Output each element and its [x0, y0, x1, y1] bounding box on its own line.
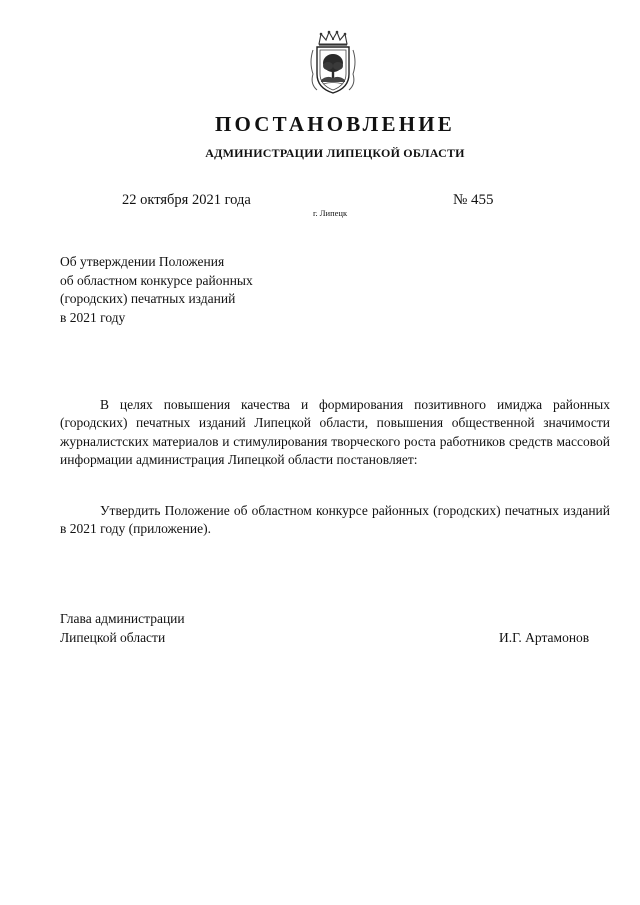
- signature-title-line: Глава администрации: [60, 611, 185, 626]
- signature-title: [60, 609, 185, 647]
- document-subtitle: АДМИНИСТРАЦИИ ЛИПЕЦКОЙ ОБЛАСТИ: [205, 146, 465, 160]
- signature-name: И.Г. Артамонов: [499, 630, 590, 645]
- body-paragraph-preamble: В целях повышения качества и формирования позитивного имиджа районных (городских) печатных изданий Липецкой области, повышения общественной значимости журналистских материалов и стимулирования творческого роста работников средств массовой информации администрация Липецкой области постановляет:: [60, 397, 610, 468]
- body-paragraph-resolution: Утвердить Положение об областном конкурсе районных (городских) печатных изданий в 2021 году (приложение).: [60, 503, 610, 537]
- about-line: Об утверждении Положения: [60, 254, 225, 269]
- about-line: об областном конкурсе районных: [60, 272, 253, 288]
- about-line: в 2021 году: [60, 309, 126, 325]
- document-date: 22 октября 2021 года: [122, 192, 251, 208]
- about-line: (городских) печатных изданий: [60, 291, 236, 307]
- document-city: г. Липецк: [313, 208, 348, 218]
- signature-title-line: Липецкой области: [60, 630, 166, 645]
- document-number: № 455: [453, 192, 494, 208]
- document-about: [60, 253, 320, 327]
- coat-of-arms-icon: [307, 30, 359, 96]
- document-title: ПОСТАНОВЛЕНИЕ: [214, 112, 456, 136]
